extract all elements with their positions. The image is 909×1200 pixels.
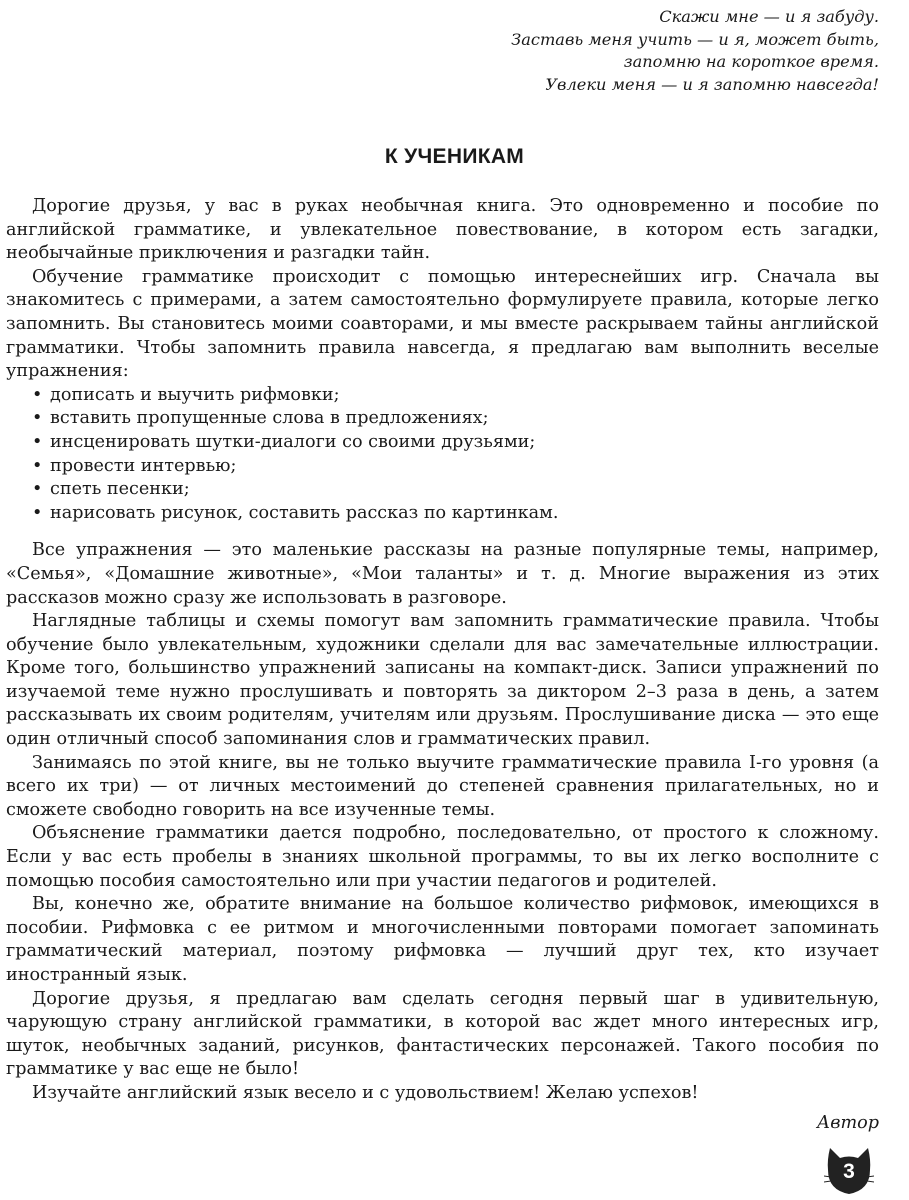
epigraph: [511, 6, 879, 96]
list-item-text: инсценировать шутки-диалоги со своими друзьями;: [50, 431, 536, 452]
page-title: К УЧЕНИКАМ: [384, 145, 525, 168]
list-item: [32, 455, 879, 479]
paragraph: Занимаясь по этой книге, вы не только выучите грамматические правила I-го уровня (а всего их три) — от личных местоимений до степеней сравнения прилагательных, но и сможете свободно говорить на все изученные темы.: [6, 752, 879, 820]
bullet-icon: •: [32, 408, 43, 429]
bullet-icon: •: [32, 502, 43, 523]
list-item-text: спеть песенки;: [50, 479, 190, 500]
list-item-text: дописать и выучить рифмовки;: [50, 384, 340, 405]
paragraph: Наглядные таблицы и схемы помогут вам запомнить грамматические правила. Чтобы обучение было увлекательным, художники сделали для вас замечательные иллюстрации. Кроме того, большинство упражнений записаны на компакт-диск. Записи упражнений по изучаемой теме нужно прослушивать и повторять за диктором 2–3 раза в день, а затем рассказывать их своим родителям, учителям или друзьям. Прослушивание диска — это еще один отличный способ запоминания слов и грамматических правил.: [6, 611, 879, 750]
signature: Автор: [816, 1113, 879, 1133]
epigraph-line: запомню на короткое время.: [623, 52, 879, 72]
exercise-list: [6, 384, 879, 526]
list-item-text: провести интервью;: [50, 455, 237, 476]
page-number-badge: [824, 1146, 874, 1198]
list-item: [32, 502, 879, 526]
epigraph-line: Заставь меня учить — и я, может быть,: [511, 29, 879, 49]
list-item-text: вставить пропущенные слова в предложениях;: [50, 408, 489, 429]
paragraph: Объяснение грамматики дается подробно, последовательно, от простого к сложному. Если у вас есть пробелы в знаниях школьной программы, то вы их легко восполните с помощью пособия самостоятельно или при участии педагогов и родителей.: [6, 823, 879, 891]
list-item: [32, 407, 879, 431]
bullet-icon: •: [32, 431, 43, 452]
list-item-text: нарисовать рисунок, составить рассказ по картинкам.: [50, 502, 559, 523]
bullet-icon: •: [32, 384, 43, 405]
page-number: 3: [843, 1160, 855, 1183]
paragraph: Вы, конечно же, обратите внимание на большое количество рифмовок, имеющихся в пособии. Рифмовка с ее ритмом и многочисленными повторами помогает запоминать грамматический материал, поэтому рифмовка — лучший друг тех, кто изучает иностранный язык.: [6, 894, 879, 985]
paragraph: Дорогие друзья, у вас в руках необычная книга. Это одновременно и пособие по английской грамматике, и увлекательное повествование, в котором есть загадки, необычайные приключения и разгадки тайн.: [6, 196, 879, 264]
epigraph-line: Скажи мне — и я забуду.: [659, 7, 879, 26]
list-item: [32, 478, 879, 502]
list-item: [32, 384, 879, 408]
paragraph: Обучение грамматике происходит с помощью интереснейших игр. Сначала вы знакомитесь с примерами, а затем самостоятельно формулируете правила, которые легко запомнить. Вы становитесь моими соавторами, и мы вместе раскрываем тайны английской грамматики. Чтобы запомнить правила навсегда, я предлагаю вам выполнить веселые упражнения:: [6, 266, 879, 382]
body-text: [6, 195, 879, 1106]
paragraph: Изучайте английский язык весело и с удовольствием! Желаю успехов!: [32, 1082, 699, 1103]
list-item: [32, 431, 879, 455]
bullet-icon: •: [32, 455, 43, 476]
epigraph-line: Увлеки меня — и я запомню навсегда!: [545, 74, 879, 94]
paragraph-gap: [6, 525, 879, 539]
paragraph: Все упражнения — это маленькие рассказы на разные популярные темы, например, «Семья», «Домашние животные», «Мои таланты» и т. д. Многие выражения из этих рассказов можно сразу же использовать в разговоре.: [6, 540, 879, 608]
paragraph: Дорогие друзья, я предлагаю вам сделать сегодня первый шаг в удивительную, чарующую страну английской грамматики, в которой вас ждет много интересных игр, шуток, необычных заданий, рисунков, фантастических персонажей. Такого пособия по грамматике у вас еще не было!: [6, 988, 879, 1080]
bullet-icon: •: [32, 479, 43, 500]
